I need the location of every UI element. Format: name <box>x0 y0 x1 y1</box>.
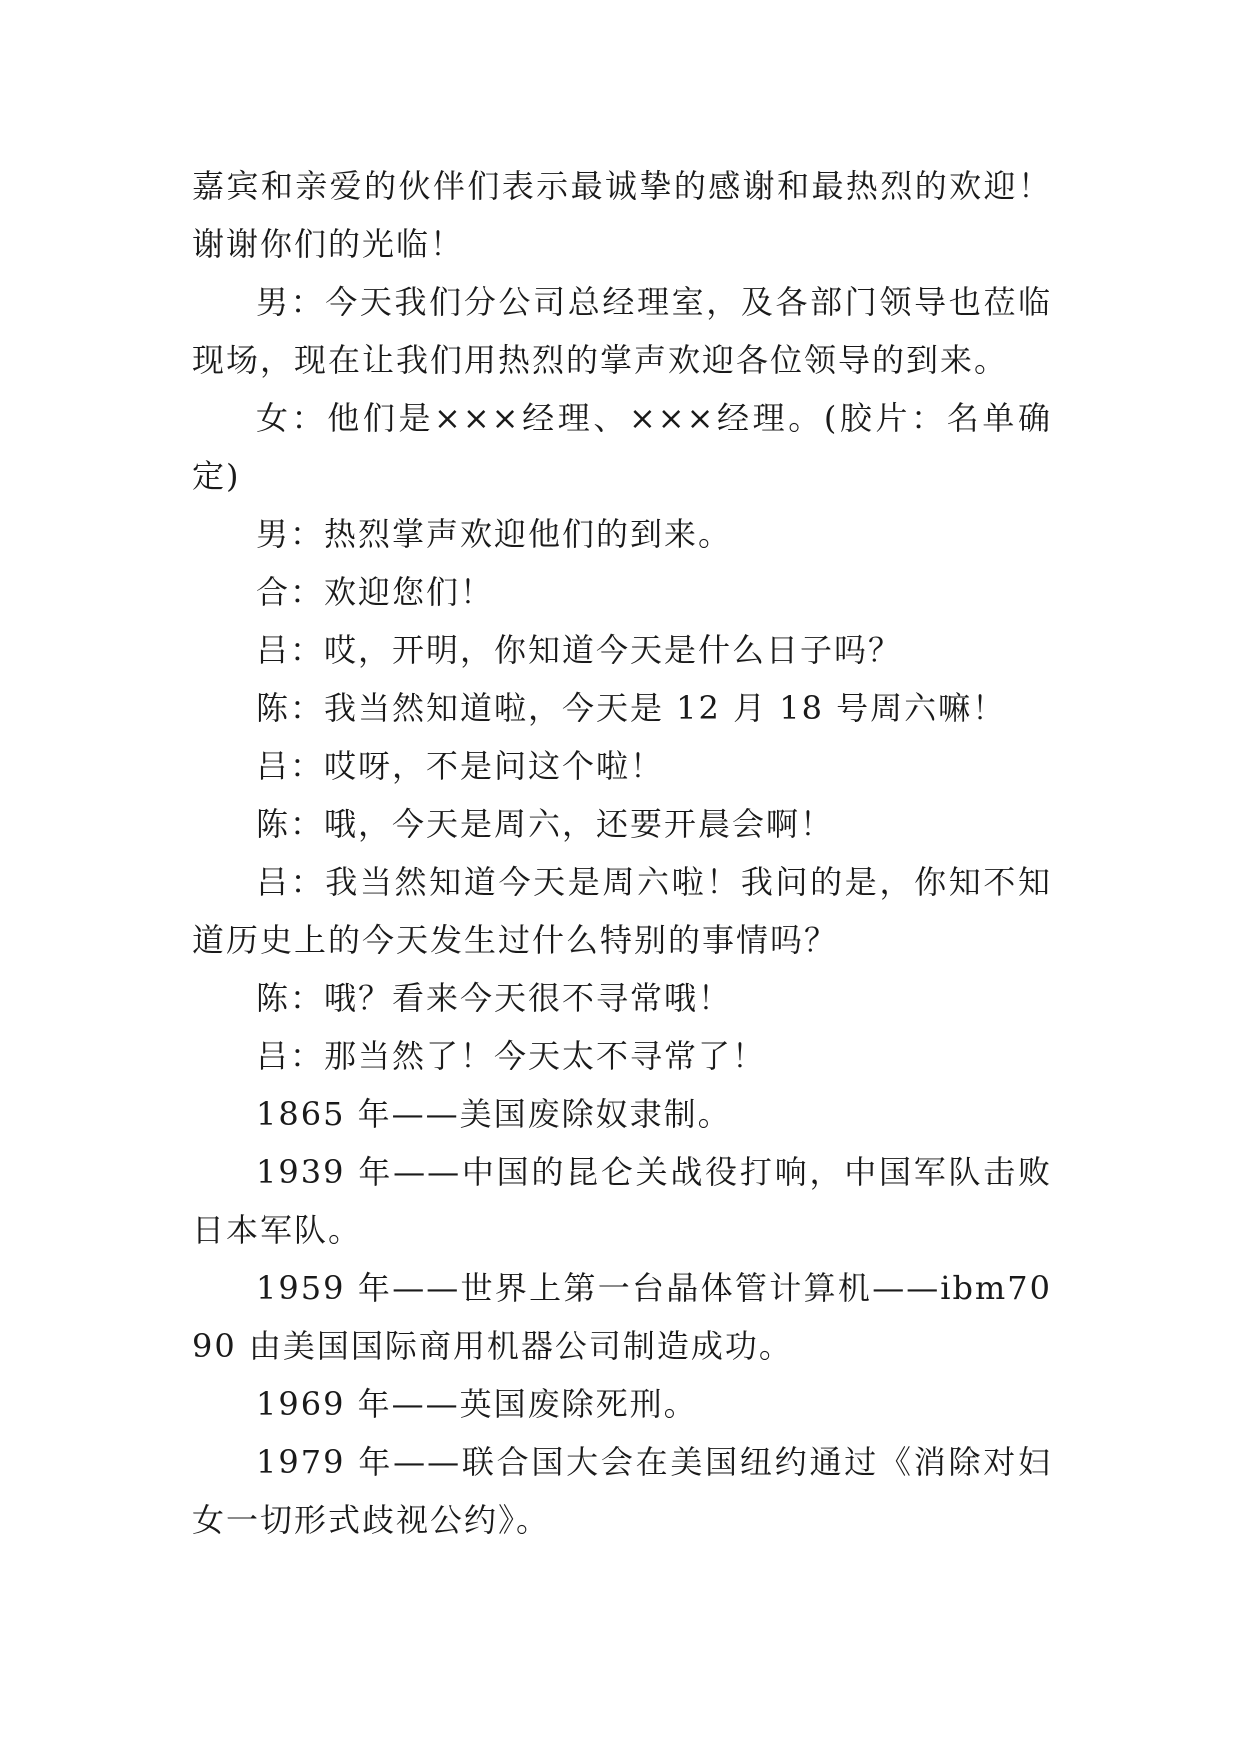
paragraph: 陈：哦，今天是周六，还要开晨会啊！ <box>256 805 835 843</box>
paragraph: 女：他们是×××经理、×××经理。(胶片：名单确定) <box>192 399 1052 495</box>
paragraph: 陈：我当然知道啦，今天是 12 月 18 号周六嘛！ <box>256 689 1007 727</box>
document-body <box>192 157 1052 1549</box>
paragraph: 吕：哎，开明，你知道今天是什么日子吗？ <box>256 631 903 669</box>
paragraph: 1959 年——世界上第一台晶体管计算机——ibm7090 由美国国际商用机器公司制造成功。 <box>192 1269 1052 1365</box>
paragraph: 1865 年——美国废除奴隶制。 <box>256 1095 732 1133</box>
paragraph: 合：欢迎您们！ <box>256 573 495 611</box>
paragraph: 嘉宾和亲爱的伙伴们表示最诚挚的感谢和最热烈的欢迎！谢谢你们的光临！ <box>192 167 1052 263</box>
paragraph: 吕：那当然了！今天太不寻常了！ <box>256 1037 767 1075</box>
paragraph: 陈：哦？看来今天很不寻常哦！ <box>256 979 733 1017</box>
paragraph: 吕：哎呀，不是问这个啦！ <box>256 747 665 785</box>
paragraph: 男：热烈掌声欢迎他们的到来。 <box>256 515 733 553</box>
paragraph: 1969 年——英国废除死刑。 <box>256 1385 698 1423</box>
paragraph: 男：今天我们分公司总经理室，及各部门领导也莅临现场，现在让我们用热烈的掌声欢迎各位领导的到来。 <box>192 283 1052 379</box>
paragraph: 1979 年——联合国大会在美国纽约通过《消除对妇女一切形式歧视公约》。 <box>192 1443 1052 1539</box>
paragraph: 1939 年——中国的昆仑关战役打响，中国军队击败日本军队。 <box>192 1153 1052 1249</box>
paragraph: 吕：我当然知道今天是周六啦！我问的是，你知不知道历史上的今天发生过什么特别的事情吗？ <box>192 863 1052 959</box>
